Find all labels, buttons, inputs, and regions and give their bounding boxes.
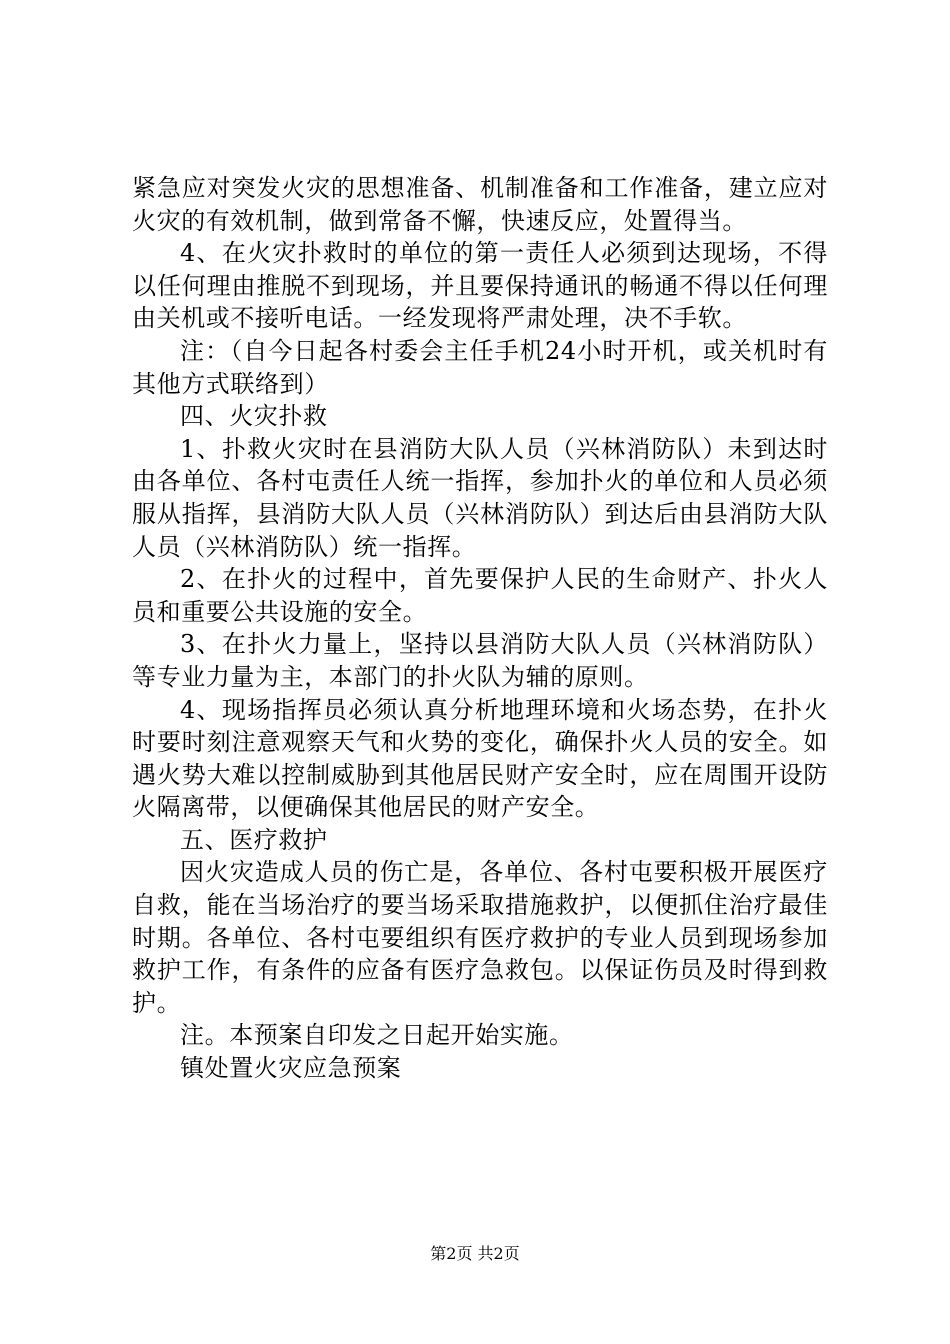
document-title-footer: 镇处置火灾应急预案 — [180, 1054, 402, 1083]
paragraph-item-1-command: 1、扑救火灾时在县消防大队人员（兴林消防队）未到达时由各单位、各村屯责任人统一指挥，参加扑火的单位和人员必须服从指挥，县消防大队人员（兴林消防队）到达后由县消防大队人员（兴林消防队）统一指挥。 — [132, 434, 828, 561]
paragraph-note-phone: 注：（自今日起各村委会主任手机24小时开机，或关机时有其他方式联络到） — [132, 336, 828, 398]
paragraph-item-4-responsibility: 4、在火灾扑救时的单位的第一责任人必须到达现场，不得以任何理由推脱不到现场，并且要保持通讯的畅通不得以任何理由关机或不接听电话。一经发现将严肃处理，决不手软。 — [132, 239, 828, 333]
paragraph-item-2-protection: 2、在扑火的过程中，首先要保护人民的生命财产、扑火人员和重要公共设施的安全。 — [132, 565, 828, 626]
paragraph-item-3-force: 3、在扑火力量上，坚持以县消防大队人员（兴林消防队）等专业力量为主，本部门的扑火队为辅的原则。 — [132, 630, 828, 691]
paragraph-item-4-commander: 4、现场指挥员必须认真分析地理环境和火场态势，在扑火时要时刻注意观察天气和火势的变化，确保扑火人员的安全。如遇火势大难以控制威胁到其他居民财产安全时，应在周围开设防火隔离带，以便确保其他居民的财产安全。 — [132, 695, 828, 822]
paragraph-continuation: 紧急应对突发火灾的思想准备、机制准备和工作准备，建立应对火灾的有效机制，做到常备不懈，快速反应，处置得当。 — [132, 174, 828, 235]
document-body — [132, 172, 828, 1085]
paragraph-medical-rescue: 因火灾造成人员的伤亡是，各单位、各村屯要积极开展医疗自救，能在当场治疗的要当场采取措施救护，以便抓住治疗最佳时期。各单位、各村屯要组织有医疗救护的专业人员到现场参加救护工作，有条件的应备有医疗急救包。以保证伤员及时得到救护。 — [132, 858, 828, 1017]
paragraph-note-effective: 注。本预案自印发之日起开始实施。 — [180, 1021, 574, 1050]
section-heading-medical: 五、医疗救护 — [180, 825, 328, 854]
page-number: 第2页 共2页 — [430, 1244, 520, 1263]
section-heading-fire-fighting: 四、火灾扑救 — [180, 402, 328, 431]
